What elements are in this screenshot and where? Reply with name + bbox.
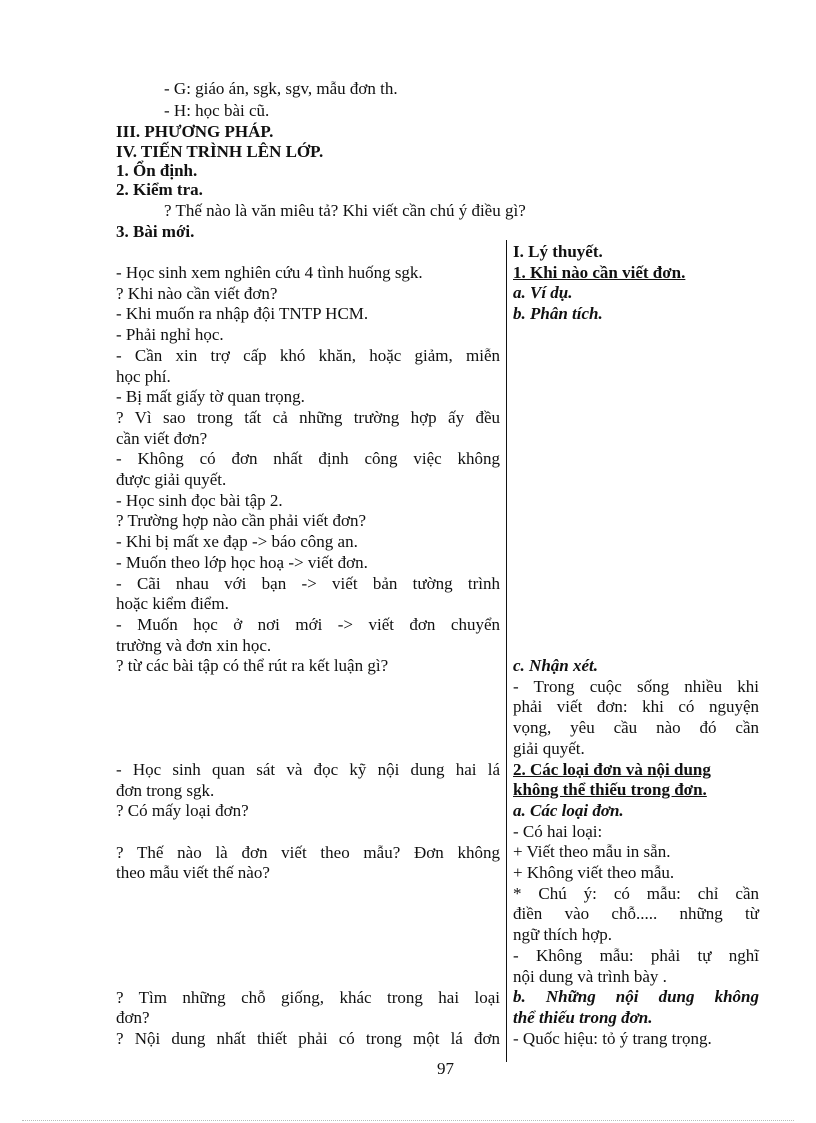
heading-process: IV. TIẾN TRÌNH LÊN LỚP. <box>116 142 324 161</box>
prep-teacher: - G: giáo án, sgk, sgv, mẫu đơn th. <box>164 79 398 98</box>
right-text-line: * Chú ý: có mẫu: chỉ cần <box>513 883 759 903</box>
right-text-line: ngữ thích hợp. <box>513 925 612 945</box>
left-text-line: trường và đơn xin học. <box>116 635 272 655</box>
left-text-line: - Không có đơn nhất định công việc không <box>116 449 500 469</box>
left-text-line: - Muốn theo lớp học hoạ -> viết đơn. <box>116 552 368 572</box>
left-text-line: ? Vì sao trong tất cả những trường hợp ấy đều <box>116 407 500 427</box>
left-text-line: - Cãi nhau với bạn -> viết bản tường trình <box>116 573 500 593</box>
left-text-line: ? Nội dung nhất thiết phải có trong một lá đơn <box>116 1028 500 1048</box>
left-text-line: - Cần xin trợ cấp khó khăn, hoặc giảm, miễn <box>116 345 500 365</box>
left-text-line: - Phải nghỉ học. <box>116 325 224 345</box>
left-text-line: ? Trường hợp nào cần phải viết đơn? <box>116 511 367 531</box>
check-question: ? Thế nào là văn miêu tả? Khi viết cần chú ý điều gì? <box>164 201 526 220</box>
left-text-line: hoặc kiểm điểm. <box>116 594 229 614</box>
right-text-line: + Viết theo mẫu in sẵn. <box>513 842 671 862</box>
left-text-line: đơn? <box>116 1008 150 1028</box>
left-text-line: ? Thế nào là đơn viết theo mẫu? Đơn không <box>116 842 500 862</box>
heading-check: 2. Kiểm tra. <box>116 180 203 199</box>
left-text-line: ? Tìm những chỗ giống, khác trong hai loại <box>116 987 500 1007</box>
heading-stabilize: 1. Ổn định. <box>116 161 198 180</box>
left-text-line: ? Có mấy loại đơn? <box>116 801 249 821</box>
right-text-line: nội dung và trình bày . <box>513 966 667 986</box>
left-text-line: - Học sinh đọc bài tập 2. <box>116 490 283 510</box>
right-text-line: b. Những nội dung không <box>513 987 759 1007</box>
left-text-line: đơn trong sgk. <box>116 780 215 800</box>
right-text-line: + Không viết theo mẫu. <box>513 863 675 882</box>
page-number: 97 <box>437 1059 454 1078</box>
right-text-line: - Không mẫu: phải tự nghĩ <box>513 945 759 965</box>
right-text-line: - Có hai loại: <box>513 821 603 841</box>
left-text-line: - Muốn học ở nơi mới -> viết đơn chuyển <box>116 614 500 634</box>
right-text-line: vọng, yêu cầu nào đó cần <box>513 718 759 738</box>
left-text-line: - Học sinh quan sát và đọc kỹ nội dung hai lá <box>116 759 500 779</box>
right-text-line: điền vào chỗ..... những từ <box>513 904 759 924</box>
right-text-line: 1. Khi nào cần viết đơn. <box>513 262 686 282</box>
right-text-line: phải viết đơn: khi có nguyện <box>513 697 759 717</box>
footer-divider <box>22 1120 794 1121</box>
heading-new-lesson: 3. Bài mới. <box>116 222 195 241</box>
right-text-line: c. Nhận xét. <box>513 656 598 675</box>
right-text-line: a. Các loại đơn. <box>513 800 624 820</box>
right-text-line: không thể thiếu trong đơn. <box>513 780 707 800</box>
right-text-line: I. Lý thuyết. <box>513 242 603 261</box>
heading-method: III. PHƯƠNG PHÁP. <box>116 122 274 141</box>
left-text-line: ? Khi nào cần viết đơn? <box>116 283 278 303</box>
left-text-line: - Học sinh xem nghiên cứu 4 tình huống sgk. <box>116 263 423 282</box>
left-text-line: - Khi muốn ra nhập đội TNTP HCM. <box>116 304 369 324</box>
left-text-line: - Bị mất giấy tờ quan trọng. <box>116 387 305 407</box>
right-text-line: thể thiếu trong đơn. <box>513 1007 653 1027</box>
left-text-line: cần viết đơn? <box>116 428 208 448</box>
left-text-line: học phí. <box>116 366 171 386</box>
left-text-line: ? từ các bài tập có thể rút ra kết luận gì? <box>116 656 389 676</box>
left-text-line: - Khi bị mất xe đạp -> báo công an. <box>116 532 358 552</box>
right-text-line: b. Phân tích. <box>513 304 603 324</box>
left-text-line: theo mẫu viết thế nào? <box>116 863 270 883</box>
column-divider <box>506 240 507 1062</box>
right-text-line: - Quốc hiệu: tỏ ý trang trọng. <box>513 1028 712 1048</box>
right-text-line: a. Ví dụ. <box>513 283 573 303</box>
right-text-line: giải quyết. <box>513 738 585 758</box>
left-text-line: được giải quyết. <box>116 470 227 489</box>
prep-student: - H: học bài cũ. <box>164 101 270 120</box>
right-text-line: - Trong cuộc sống nhiều khi <box>513 676 759 696</box>
right-text-line: 2. Các loại đơn và nội dung <box>513 759 711 779</box>
